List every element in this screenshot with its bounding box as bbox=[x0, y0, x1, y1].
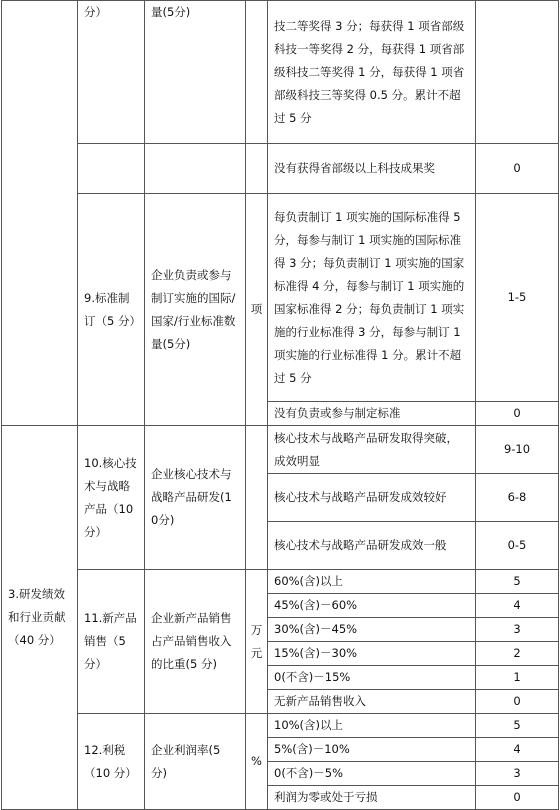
score-cell: 3 bbox=[476, 618, 559, 642]
score-cell: 0 bbox=[476, 144, 559, 194]
unit-cell: 项 bbox=[246, 194, 268, 426]
rule-cell: 0(不含)－15% bbox=[268, 666, 476, 690]
score-cell bbox=[476, 1, 559, 144]
table-row bbox=[2, 570, 559, 594]
score-cell: 0-5 bbox=[476, 522, 559, 570]
rule-cell: 核心技术与战略产品研发取得突破，成效明显 bbox=[268, 426, 476, 474]
table-row bbox=[2, 714, 559, 738]
rule-cell: 60%(含)以上 bbox=[268, 570, 476, 594]
score-cell: 0 bbox=[476, 690, 559, 714]
score-cell: 2 bbox=[476, 642, 559, 666]
rule-cell: 无新产品销售收入 bbox=[268, 690, 476, 714]
table-row bbox=[2, 194, 559, 402]
rule-cell: 核心技术与战略产品研发成效一般 bbox=[268, 522, 476, 570]
rule-cell: 45%(含)－60% bbox=[268, 594, 476, 618]
rule-cell: 30%(含)－45% bbox=[268, 618, 476, 642]
indicator-cell: 9.标准制订（5 分） bbox=[78, 194, 145, 426]
indicator-cell-empty bbox=[78, 144, 145, 194]
indicator-cell: 11.新产品销售（5 分） bbox=[78, 570, 145, 714]
score-cell: 5 bbox=[476, 570, 559, 594]
score-cell: 4 bbox=[476, 594, 559, 618]
score-cell: 0 bbox=[476, 402, 559, 426]
rule-cell: 没有负责或参与制定标准 bbox=[268, 402, 476, 426]
table-row bbox=[2, 426, 559, 474]
unit-cell: 万元 bbox=[246, 570, 268, 714]
criteria-cell: 企业核心技术与战略产品研发(10分) bbox=[145, 426, 246, 570]
dimension-cell: 3.研发绩效和行业贡献（40 分） bbox=[2, 426, 78, 810]
criteria-cell: 企业负责或参与制订实施的国际/国家/行业标准数量(5分) bbox=[145, 194, 246, 426]
rule-cell: 技二等奖得 3 分；每获得 1 项省部级科技一等奖得 2 分，每获得 1 项省部级科技二等奖得 1 分，每获得 1 项省部级科技三等奖得 0.5 分。累计不超过 5 分 bbox=[268, 1, 476, 144]
score-cell: 3 bbox=[476, 762, 559, 786]
indicator-cell: 12.利税（10 分） bbox=[78, 714, 145, 810]
rule-cell: 15%(含)－30% bbox=[268, 642, 476, 666]
score-cell: 1-5 bbox=[476, 194, 559, 402]
unit-cell bbox=[246, 1, 268, 144]
score-cell: 0 bbox=[476, 786, 559, 810]
criteria-cell: 企业新产品销售占产品销售收入的比重(5 分) bbox=[145, 570, 246, 714]
score-cell: 5 bbox=[476, 714, 559, 738]
rule-cell: 0(不含)－5% bbox=[268, 762, 476, 786]
rule-cell: 没有获得省部级以上科技成果奖 bbox=[268, 144, 476, 194]
dimension-cell-empty bbox=[2, 1, 78, 426]
score-cell: 9-10 bbox=[476, 426, 559, 474]
rule-cell: 利润为零或处于亏损 bbox=[268, 786, 476, 810]
unit-cell bbox=[246, 144, 268, 194]
unit-cell: % bbox=[246, 714, 268, 810]
score-cell: 4 bbox=[476, 738, 559, 762]
score-cell: 1 bbox=[476, 666, 559, 690]
rule-cell: 5%(含)－10% bbox=[268, 738, 476, 762]
table-row bbox=[2, 144, 559, 194]
table-row bbox=[2, 1, 559, 144]
indicator-cell: 分） bbox=[78, 1, 145, 144]
rule-cell: 10%(含)以上 bbox=[268, 714, 476, 738]
criteria-cell-empty bbox=[145, 144, 246, 194]
criteria-cell: 企业利润率(5 分) bbox=[145, 714, 246, 810]
unit-cell bbox=[246, 426, 268, 570]
rule-cell: 核心技术与战略产品研发成效较好 bbox=[268, 474, 476, 522]
indicator-cell: 10.核心技术与战略产品（10 分） bbox=[78, 426, 145, 570]
criteria-cell: 量(5分) bbox=[145, 1, 246, 144]
rule-cell: 每负责制订 1 项实施的国际标准得 5 分，每参与制订 1 项实施的国际标准得 3 分；每负责制订 1 项实施的国家标准得 4 分，每参与制订 1 项实施的国家标准得 2 分；每负责制订 1 项实施的行业标准得 3 分，每参与制订 1 项实施的行业标准得 1 分。累计不超过 5 分 bbox=[268, 194, 476, 402]
score-cell: 6-8 bbox=[476, 474, 559, 522]
scoring-table bbox=[1, 0, 559, 810]
